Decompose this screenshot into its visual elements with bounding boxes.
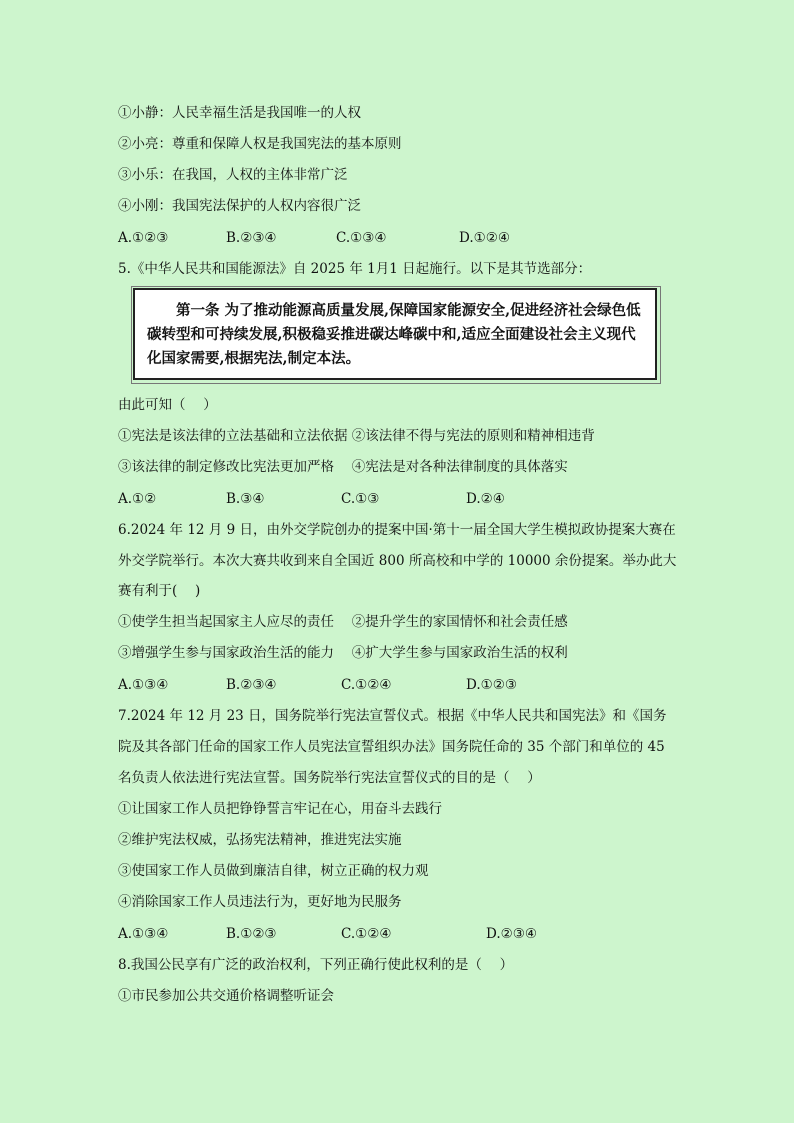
q4-statement-2: ②小亮：尊重和保障人权是我国宪法的基本原则 <box>118 136 402 152</box>
q7-statement-2: ②维护宪法权威，弘扬宪法精神，推进宪法实施 <box>118 832 402 848</box>
q7-statement-1: ①让国家工作人员把铮铮誓言牢记在心，用奋斗去践行 <box>118 801 442 817</box>
q4-statement-3: ③小乐：在我国，人权的主体非常广泛 <box>118 167 348 183</box>
q8-statement-1: ①市民参加公共交通价格调整听证会 <box>118 988 334 1004</box>
q6-stem-line-1: 6.2024 年 12 月 9 日，由外交学院创办的提案中国·第十一届全国大学生模拟政协提案大赛在 <box>118 522 676 538</box>
q5-option-d: D.②④ <box>466 491 505 507</box>
q4-option-c: C.①③④ <box>336 230 387 246</box>
q5-statements-3-4: ③该法律的制定修改比宪法更加严格 ④宪法是对各种法律制度的具体落实 <box>118 459 568 475</box>
q5-option-c: C.①③ <box>341 491 380 507</box>
q6-stem-line-2: 外交学院举行。本次大赛共收到来自全国近 800 所高校和中学的 10000 余份提案。举办此大 <box>118 553 677 569</box>
q7-option-a: A.①③④ <box>118 926 169 942</box>
q6-option-a: A.①③④ <box>118 677 169 693</box>
q7-stem-line-1: 7.2024 年 12 月 23 日，国务院举行宪法宣誓仪式。根据《中华人民共和国宪法》和《国务 <box>118 708 667 724</box>
q5-statements-1-2: ①宪法是该法律的立法基础和立法依据 ②该法律不得与宪法的原则和精神相违背 <box>118 428 595 444</box>
q5-option-a: A.①② <box>118 491 157 507</box>
q7-statement-3: ③使国家工作人员做到廉洁自律，树立正确的权力观 <box>118 863 429 879</box>
q5-excerpt-box: 第一条 为了推动能源高质量发展,保障国家能源安全,促进经济社会绿色低碳转型和可持续发展,积极稳妥推进碳达峰碳中和,适应全面建设社会主义现代化国家需要,根据宪法,制定本法。 <box>133 288 657 380</box>
q4-option-a: A.①②③ <box>118 230 169 246</box>
q6-statements-1-2: ①使学生担当起国家主人应尽的责任 ②提升学生的家国情怀和社会责任感 <box>118 614 568 630</box>
q7-option-b: B.①②③ <box>226 926 277 942</box>
q7-stem-line-2: 院及其各部门任命的国家工作人员宪法宣誓组织办法》国务院任命的 35 个部门和单位的 45 <box>118 739 665 755</box>
q4-statement-4: ④小刚：我国宪法保护的人权内容很广泛 <box>118 198 361 214</box>
q5-option-b: B.③④ <box>226 491 265 507</box>
q6-stem-line-3: 赛有利于( ) <box>118 583 201 599</box>
q4-option-d: D.①②④ <box>459 230 510 246</box>
q8-stem: 8.我国公民享有广泛的政治权利，下列正确行使此权利的是（ ） <box>118 957 514 973</box>
q4-option-b: B.②③④ <box>226 230 277 246</box>
q5-question: 由此可知（ ） <box>118 397 217 413</box>
q6-option-b: B.②③④ <box>226 677 277 693</box>
q6-statements-3-4: ③增强学生参与国家政治生活的能力 ④扩大学生参与国家政治生活的权利 <box>118 645 568 661</box>
q4-statement-1: ①小静：人民幸福生活是我国唯一的人权 <box>118 105 361 121</box>
q7-option-c: C.①②④ <box>341 926 392 942</box>
q7-statement-4: ④消除国家工作人员违法行为，更好地为民服务 <box>118 894 402 910</box>
q6-option-c: C.①②④ <box>341 677 392 693</box>
q7-stem-line-3: 名负责人依法进行宪法宣誓。国务院举行宪法宣誓仪式的目的是（ ） <box>118 770 541 786</box>
q5-stem: 5.《中华人民共和国能源法》自 2025 年 1月1 日起施行。以下是其节选部分： <box>118 261 592 277</box>
q6-option-d: D.①②③ <box>466 677 517 693</box>
q7-option-d: D.②③④ <box>486 926 537 942</box>
